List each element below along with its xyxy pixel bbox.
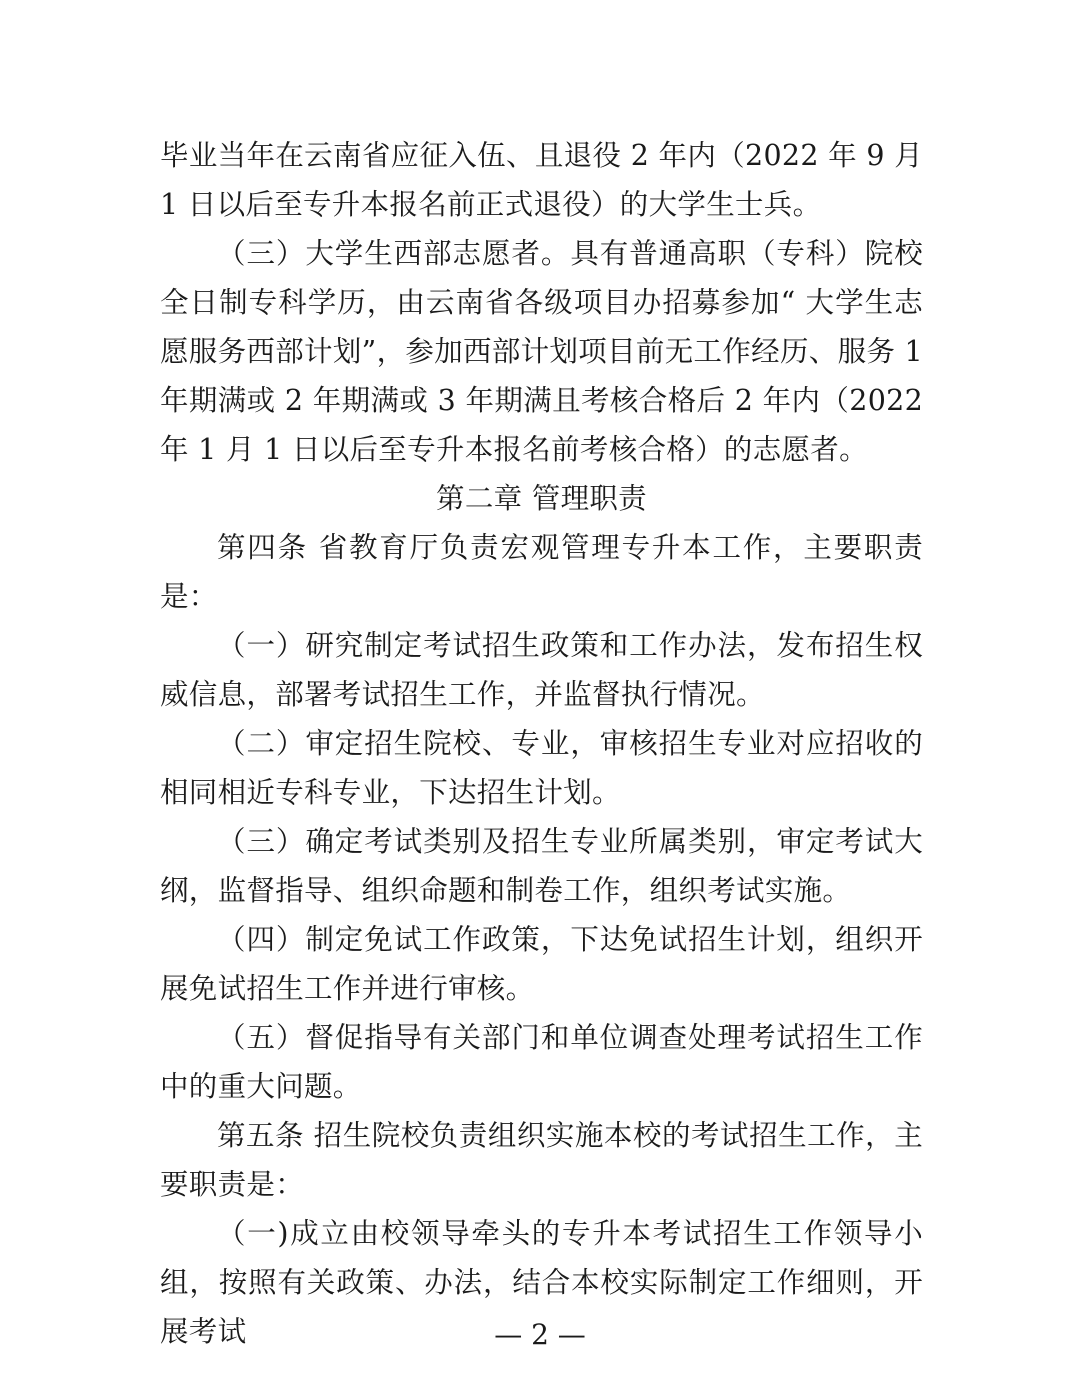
paragraph-western-volunteers: （三）大学生西部志愿者。具有普通高职（专科）院校全日制专科学历，由云南省各级项目办招募参加“ 大学生志愿服务西部计划”，参加西部计划项目前无工作经历、服务 1 年期满或 2 年期满或 3 年期满且考核合格后 2 年内（2022 年 1 月 1 日以后至专升本报名前考核合格）的志愿者。	[160, 237, 923, 466]
article-five: 第五条 招生院校负责组织实施本校的考试招生工作，主要职责是：	[160, 1119, 923, 1201]
paragraph-continued: 毕业当年在云南省应征入伍、且退役 2 年内（2022 年 9 月 1 日以后至专升本报名前正式退役）的大学生士兵。	[160, 139, 923, 221]
article-four-item-1: （一）研究制定考试招生政策和工作办法，发布招生权威信息，部署考试招生工作，并监督执行情况。	[160, 629, 923, 711]
page-number: — 2 —	[494, 1318, 586, 1351]
article-four-item-4: （四）制定免试工作政策，下达免试招生计划，组织开展免试招生工作并进行审核。	[160, 923, 923, 1005]
article-four: 第四条 省教育厅负责宏观管理专升本工作，主要职责是：	[160, 531, 923, 613]
article-five-item-1: （一)成立由校领导牵头的专升本考试招生工作领导小组，按照有关政策、办法，结合本校实际制定工作细则，开展考试	[160, 1217, 923, 1348]
document-body	[160, 131, 923, 1356]
chapter-heading: 第二章 管理职责	[436, 482, 647, 515]
article-four-item-2: （二）审定招生院校、专业，审核招生专业对应招收的相同相近专科专业，下达招生计划。	[160, 727, 923, 809]
article-four-item-3: （三）确定考试类别及招生专业所属类别，审定考试大纲，监督指导、组织命题和制卷工作，组织考试实施。	[160, 825, 923, 907]
article-four-item-5: （五）督促指导有关部门和单位调查处理考试招生工作中的重大问题。	[160, 1021, 923, 1103]
